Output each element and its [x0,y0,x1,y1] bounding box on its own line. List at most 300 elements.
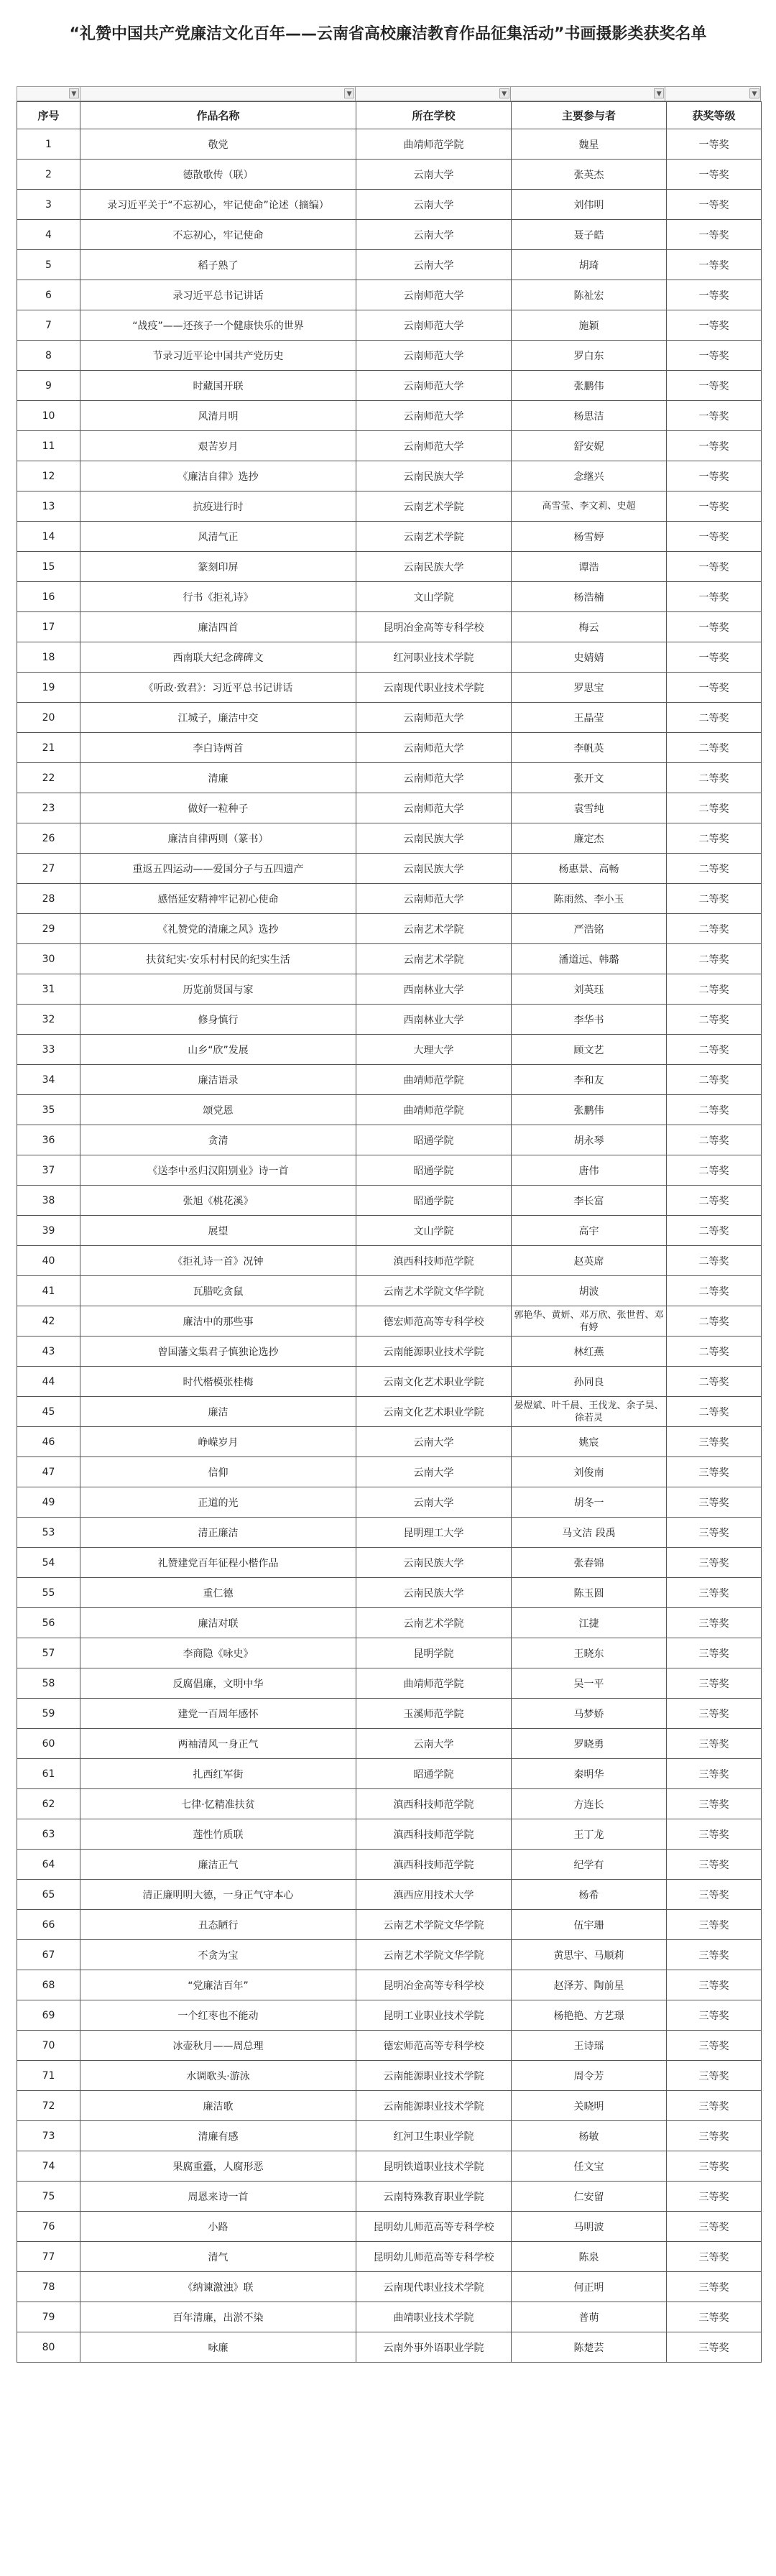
cell-award[interactable]: 三等奖 [667,1880,762,1910]
cell-title[interactable]: 不贪为宝 [80,1940,356,1970]
cell-school[interactable]: 云南师范大学 [356,310,512,341]
cell-title[interactable]: 曾国藩文集君子慎独论选抄 [80,1337,356,1367]
cell-participant[interactable]: 杨敏 [512,2121,667,2151]
cell-index[interactable]: 11 [17,431,80,461]
cell-participant[interactable]: 王诗瑶 [512,2031,667,2061]
cell-participant[interactable]: 仁安留 [512,2182,667,2212]
cell-title[interactable]: 廉洁 [80,1397,356,1427]
cell-participant[interactable]: 郭艳华、黄妍、邓万欣、张世哲、邓有婷 [512,1306,667,1337]
cell-award[interactable]: 三等奖 [667,1427,762,1457]
cell-title[interactable]: 时藏国开联 [80,371,356,401]
cell-school[interactable]: 云南能源职业技术学院 [356,2061,512,2091]
cell-award[interactable]: 二等奖 [667,1276,762,1306]
cell-award[interactable]: 一等奖 [667,673,762,703]
cell-title[interactable]: 篆刻印屏 [80,552,356,582]
cell-index[interactable]: 34 [17,1065,80,1095]
cell-school[interactable]: 昭通学院 [356,1186,512,1216]
cell-participant[interactable]: 罗思宝 [512,673,667,703]
cell-index[interactable]: 20 [17,703,80,733]
cell-award[interactable]: 三等奖 [667,2121,762,2151]
cell-title[interactable]: 重仁德 [80,1578,356,1608]
cell-school[interactable]: 滇西科技师范学院 [356,1246,512,1276]
cell-award[interactable]: 三等奖 [667,2242,762,2272]
cell-title[interactable]: 水调歌头·游泳 [80,2061,356,2091]
cell-award[interactable]: 一等奖 [667,220,762,250]
cell-award[interactable]: 一等奖 [667,612,762,642]
cell-participant[interactable]: 秦明华 [512,1759,667,1789]
cell-title[interactable]: 感悟延安精神牢记初心使命 [80,884,356,914]
cell-participant[interactable]: 胡琦 [512,250,667,280]
cell-title[interactable]: 历览前贤国与家 [80,974,356,1005]
cell-participant[interactable]: 唐伟 [512,1155,667,1186]
cell-participant[interactable]: 刘俊南 [512,1457,667,1487]
cell-index[interactable]: 18 [17,642,80,673]
cell-school[interactable]: 云南师范大学 [356,401,512,431]
cell-index[interactable]: 59 [17,1699,80,1729]
cell-school[interactable]: 云南艺术学院 [356,914,512,944]
cell-participant[interactable]: 纪学有 [512,1850,667,1880]
column-header-award[interactable]: 获奖等级 [667,102,762,129]
cell-award[interactable]: 三等奖 [667,1487,762,1518]
cell-school[interactable]: 昆明幼儿师范高等专科学校 [356,2212,512,2242]
cell-participant[interactable]: 胡冬一 [512,1487,667,1518]
cell-participant[interactable]: 马文洁 段禹 [512,1518,667,1548]
cell-index[interactable]: 22 [17,763,80,793]
cell-title[interactable]: 稻子熟了 [80,250,356,280]
filter-dropdown-icon[interactable]: ▼ [654,88,664,98]
cell-school[interactable]: 德宏师范高等专科学校 [356,1306,512,1337]
cell-participant[interactable]: 陈楚芸 [512,2332,667,2363]
cell-participant[interactable]: 刘英珏 [512,974,667,1005]
cell-school[interactable]: 云南现代职业技术学院 [356,673,512,703]
cell-index[interactable]: 9 [17,371,80,401]
cell-index[interactable]: 67 [17,1940,80,1970]
cell-award[interactable]: 二等奖 [667,1125,762,1155]
cell-index[interactable]: 70 [17,2031,80,2061]
cell-title[interactable]: 清正廉明明大德，一身正气守本心 [80,1880,356,1910]
cell-title[interactable]: 贪清 [80,1125,356,1155]
cell-participant[interactable]: 关晓明 [512,2091,667,2121]
cell-title[interactable]: 敬党 [80,129,356,160]
cell-title[interactable]: 清气 [80,2242,356,2272]
cell-school[interactable]: 昆明学院 [356,1638,512,1668]
cell-title[interactable]: 《廉洁自律》选抄 [80,461,356,491]
cell-school[interactable]: 曲靖师范学院 [356,129,512,160]
cell-index[interactable]: 44 [17,1367,80,1397]
cell-index[interactable]: 4 [17,220,80,250]
cell-award[interactable]: 三等奖 [667,2031,762,2061]
cell-index[interactable]: 63 [17,1819,80,1850]
cell-school[interactable]: 昆明铁道职业技术学院 [356,2151,512,2182]
cell-award[interactable]: 二等奖 [667,1005,762,1035]
cell-award[interactable]: 三等奖 [667,1759,762,1789]
cell-school[interactable]: 云南师范大学 [356,280,512,310]
cell-index[interactable]: 27 [17,854,80,884]
cell-title[interactable]: 小路 [80,2212,356,2242]
cell-award[interactable]: 一等奖 [667,341,762,371]
cell-award[interactable]: 二等奖 [667,793,762,823]
cell-title[interactable]: 峥嵘岁月 [80,1427,356,1457]
cell-award[interactable]: 三等奖 [667,2000,762,2031]
cell-index[interactable]: 75 [17,2182,80,2212]
cell-award[interactable]: 二等奖 [667,1337,762,1367]
cell-participant[interactable]: 高雪莹、李文莉、史超 [512,491,667,522]
cell-school[interactable]: 昭通学院 [356,1125,512,1155]
cell-school[interactable]: 云南大学 [356,190,512,220]
cell-index[interactable]: 26 [17,823,80,854]
cell-school[interactable]: 云南师范大学 [356,793,512,823]
cell-index[interactable]: 55 [17,1578,80,1608]
cell-participant[interactable]: 潘道远、韩璐 [512,944,667,974]
cell-award[interactable]: 二等奖 [667,1035,762,1065]
cell-school[interactable]: 云南民族大学 [356,461,512,491]
cell-title[interactable]: 《礼赞党的清廉之风》选抄 [80,914,356,944]
cell-index[interactable]: 28 [17,884,80,914]
cell-index[interactable]: 65 [17,1880,80,1910]
cell-title[interactable]: 李白诗两首 [80,733,356,763]
cell-participant[interactable]: 胡波 [512,1276,667,1306]
cell-participant[interactable]: 马明波 [512,2212,667,2242]
cell-title[interactable]: “党廉洁百年” [80,1970,356,2000]
cell-award[interactable]: 一等奖 [667,160,762,190]
cell-index[interactable]: 32 [17,1005,80,1035]
cell-award[interactable]: 二等奖 [667,1397,762,1427]
cell-school[interactable]: 云南文化艺术职业学院 [356,1397,512,1427]
cell-title[interactable]: 录习近平关于“不忘初心，牢记使命”论述（摘编） [80,190,356,220]
cell-award[interactable]: 一等奖 [667,522,762,552]
cell-title[interactable]: 《纳谏激浊》联 [80,2272,356,2302]
cell-award[interactable]: 三等奖 [667,2272,762,2302]
cell-award[interactable]: 一等奖 [667,280,762,310]
cell-school[interactable]: 云南特殊教育职业学院 [356,2182,512,2212]
cell-index[interactable]: 2 [17,160,80,190]
cell-title[interactable]: 做好一粒种子 [80,793,356,823]
cell-award[interactable]: 三等奖 [667,2212,762,2242]
cell-school[interactable]: 云南大学 [356,1457,512,1487]
cell-participant[interactable]: 罗晓勇 [512,1729,667,1759]
cell-award[interactable]: 二等奖 [667,1186,762,1216]
cell-participant[interactable]: 严浩铭 [512,914,667,944]
cell-title[interactable]: 风清气正 [80,522,356,552]
cell-school[interactable]: 云南大学 [356,160,512,190]
cell-award[interactable]: 三等奖 [667,1819,762,1850]
cell-title[interactable]: 展望 [80,1216,356,1246]
cell-index[interactable]: 61 [17,1759,80,1789]
cell-participant[interactable]: 魏星 [512,129,667,160]
cell-title[interactable]: 修身慎行 [80,1005,356,1035]
cell-school[interactable]: 滇西科技师范学院 [356,1789,512,1819]
filter-dropdown-icon[interactable]: ▼ [749,88,759,98]
filter-dropdown-icon[interactable]: ▼ [499,88,509,98]
cell-award[interactable]: 二等奖 [667,1306,762,1337]
cell-index[interactable]: 23 [17,793,80,823]
cell-school[interactable]: 云南师范大学 [356,763,512,793]
cell-school[interactable]: 云南艺术学院 [356,1608,512,1638]
cell-school[interactable]: 云南能源职业技术学院 [356,1337,512,1367]
cell-award[interactable]: 三等奖 [667,1970,762,2000]
cell-participant[interactable]: 张开文 [512,763,667,793]
cell-award[interactable]: 三等奖 [667,2151,762,2182]
cell-participant[interactable]: 胡永琴 [512,1125,667,1155]
cell-participant[interactable]: 聂子皓 [512,220,667,250]
cell-school[interactable]: 云南师范大学 [356,371,512,401]
column-header-school[interactable]: 所在学校 [356,102,512,129]
cell-title[interactable]: 反腐倡廉，文明中华 [80,1668,356,1699]
cell-title[interactable]: 冰壶秋月——周总理 [80,2031,356,2061]
cell-title[interactable]: 不忘初心，牢记使命 [80,220,356,250]
cell-participant[interactable]: 吴一平 [512,1668,667,1699]
cell-school[interactable]: 云南大学 [356,250,512,280]
cell-index[interactable]: 37 [17,1155,80,1186]
cell-index[interactable]: 41 [17,1276,80,1306]
cell-index[interactable]: 58 [17,1668,80,1699]
cell-participant[interactable]: 廉定杰 [512,823,667,854]
cell-index[interactable]: 43 [17,1337,80,1367]
cell-index[interactable]: 17 [17,612,80,642]
cell-title[interactable]: 录习近平总书记讲话 [80,280,356,310]
cell-index[interactable]: 5 [17,250,80,280]
cell-title[interactable]: 周恩来诗一首 [80,2182,356,2212]
cell-school[interactable]: 云南艺术学院文华学院 [356,1910,512,1940]
cell-participant[interactable]: 杨惠景、高畅 [512,854,667,884]
cell-participant[interactable]: 林红燕 [512,1337,667,1367]
cell-award[interactable]: 三等奖 [667,2182,762,2212]
column-header-index[interactable]: 序号 [17,102,80,129]
cell-participant[interactable]: 何正明 [512,2272,667,2302]
cell-award[interactable]: 三等奖 [667,1699,762,1729]
cell-award[interactable]: 一等奖 [667,491,762,522]
cell-title[interactable]: 廉洁正气 [80,1850,356,1880]
cell-index[interactable]: 40 [17,1246,80,1276]
cell-school[interactable]: 云南师范大学 [356,431,512,461]
cell-school[interactable]: 昭通学院 [356,1155,512,1186]
cell-title[interactable]: 张旭《桃花溪》 [80,1186,356,1216]
cell-award[interactable]: 三等奖 [667,1457,762,1487]
cell-index[interactable]: 38 [17,1186,80,1216]
cell-participant[interactable]: 罗白东 [512,341,667,371]
cell-title[interactable]: 扎西红军街 [80,1759,356,1789]
cell-title[interactable]: 清正廉洁 [80,1518,356,1548]
cell-title[interactable]: 时代楷模张桂梅 [80,1367,356,1397]
cell-school[interactable]: 云南民族大学 [356,823,512,854]
cell-school[interactable]: 滇西应用技术大学 [356,1880,512,1910]
cell-school[interactable]: 曲靖师范学院 [356,1095,512,1125]
cell-title[interactable]: 重返五四运动——爱国分子与五四遗产 [80,854,356,884]
cell-participant[interactable]: 施颖 [512,310,667,341]
cell-participant[interactable]: 高宇 [512,1216,667,1246]
cell-index[interactable]: 10 [17,401,80,431]
cell-award[interactable]: 三等奖 [667,1638,762,1668]
cell-participant[interactable]: 陈祉宏 [512,280,667,310]
cell-award[interactable]: 一等奖 [667,552,762,582]
cell-participant[interactable]: 张鹏伟 [512,1095,667,1125]
cell-school[interactable]: 云南艺术学院文华学院 [356,1940,512,1970]
cell-title[interactable]: 果腐重蠹，人腐形恶 [80,2151,356,2182]
cell-award[interactable]: 二等奖 [667,884,762,914]
cell-index[interactable]: 16 [17,582,80,612]
cell-participant[interactable]: 张春锦 [512,1548,667,1578]
cell-award[interactable]: 三等奖 [667,2091,762,2121]
cell-index[interactable]: 71 [17,2061,80,2091]
cell-award[interactable]: 二等奖 [667,1246,762,1276]
cell-title[interactable]: 《听政·致君》：习近平总书记讲话 [80,673,356,703]
cell-index[interactable]: 72 [17,2091,80,2121]
cell-participant[interactable]: 顾文艺 [512,1035,667,1065]
cell-award[interactable]: 一等奖 [667,582,762,612]
cell-school[interactable]: 曲靖职业技术学院 [356,2302,512,2332]
cell-participant[interactable]: 李帆英 [512,733,667,763]
cell-participant[interactable]: 马梦娇 [512,1699,667,1729]
cell-school[interactable]: 玉溪师范学院 [356,1699,512,1729]
cell-school[interactable]: 德宏师范高等专科学校 [356,2031,512,2061]
cell-award[interactable]: 一等奖 [667,129,762,160]
cell-school[interactable]: 昆明冶金高等专科学校 [356,1970,512,2000]
cell-index[interactable]: 13 [17,491,80,522]
column-header-participant[interactable]: 主要参与者 [512,102,667,129]
cell-participant[interactable]: 晏煜斌、叶千晨、王伐龙、余子昊、徐若灵 [512,1397,667,1427]
cell-school[interactable]: 昆明工业职业技术学院 [356,2000,512,2031]
cell-title[interactable]: 信仰 [80,1457,356,1487]
cell-title[interactable]: 咏廉 [80,2332,356,2363]
cell-title[interactable]: 丑态陋行 [80,1910,356,1940]
cell-title[interactable]: 廉洁语录 [80,1065,356,1095]
cell-award[interactable]: 一等奖 [667,431,762,461]
cell-index[interactable]: 79 [17,2302,80,2332]
cell-award[interactable]: 三等奖 [667,1850,762,1880]
cell-school[interactable]: 云南艺术学院 [356,491,512,522]
cell-participant[interactable]: 赵英席 [512,1246,667,1276]
cell-title[interactable]: 行书《拒礼诗》 [80,582,356,612]
cell-award[interactable]: 三等奖 [667,1548,762,1578]
cell-title[interactable]: 德散歌传（联） [80,160,356,190]
cell-school[interactable]: 云南能源职业技术学院 [356,2091,512,2121]
cell-title[interactable]: 七律·忆精准扶贫 [80,1789,356,1819]
cell-index[interactable]: 53 [17,1518,80,1548]
cell-participant[interactable]: 杨思洁 [512,401,667,431]
cell-school[interactable]: 云南民族大学 [356,552,512,582]
cell-participant[interactable]: 普萌 [512,2302,667,2332]
cell-title[interactable]: 廉洁自律两则（篆书） [80,823,356,854]
cell-school[interactable]: 大理大学 [356,1035,512,1065]
cell-title[interactable]: 李商隐《咏史》 [80,1638,356,1668]
cell-award[interactable]: 二等奖 [667,974,762,1005]
cell-participant[interactable]: 方连长 [512,1789,667,1819]
cell-index[interactable]: 6 [17,280,80,310]
cell-title[interactable]: 清廉 [80,763,356,793]
cell-participant[interactable]: 姚宸 [512,1427,667,1457]
cell-title[interactable]: 江城子，廉洁中交 [80,703,356,733]
cell-award[interactable]: 三等奖 [667,2061,762,2091]
cell-index[interactable]: 68 [17,1970,80,2000]
cell-school[interactable]: 云南师范大学 [356,884,512,914]
cell-index[interactable]: 7 [17,310,80,341]
cell-award[interactable]: 二等奖 [667,763,762,793]
cell-school[interactable]: 云南师范大学 [356,341,512,371]
cell-index[interactable]: 66 [17,1910,80,1940]
filter-dropdown-icon[interactable]: ▼ [69,88,79,98]
cell-school[interactable]: 曲靖师范学院 [356,1668,512,1699]
cell-award[interactable]: 二等奖 [667,1155,762,1186]
cell-school[interactable]: 昆明冶金高等专科学校 [356,612,512,642]
cell-school[interactable]: 云南现代职业技术学院 [356,2272,512,2302]
cell-participant[interactable]: 江捷 [512,1608,667,1638]
cell-title[interactable]: 《送李中丞归汉阳别业》诗一首 [80,1155,356,1186]
cell-award[interactable]: 二等奖 [667,823,762,854]
cell-school[interactable]: 云南大学 [356,220,512,250]
filter-dropdown-icon[interactable]: ▼ [344,88,354,98]
cell-participant[interactable]: 杨浩楠 [512,582,667,612]
cell-participant[interactable]: 念继兴 [512,461,667,491]
cell-school[interactable]: 滇西科技师范学院 [356,1819,512,1850]
cell-index[interactable]: 80 [17,2332,80,2363]
cell-participant[interactable]: 杨希 [512,1880,667,1910]
cell-participant[interactable]: 杨雪婷 [512,522,667,552]
cell-index[interactable]: 64 [17,1850,80,1880]
cell-index[interactable]: 46 [17,1427,80,1457]
cell-participant[interactable]: 梅云 [512,612,667,642]
cell-participant[interactable]: 李和友 [512,1065,667,1095]
cell-title[interactable]: 莲性竹质联 [80,1819,356,1850]
cell-school[interactable]: 云南艺术学院 [356,944,512,974]
cell-title[interactable]: 风清月明 [80,401,356,431]
cell-index[interactable]: 31 [17,974,80,1005]
cell-award[interactable]: 一等奖 [667,401,762,431]
cell-index[interactable]: 57 [17,1638,80,1668]
cell-participant[interactable]: 王丁龙 [512,1819,667,1850]
cell-index[interactable]: 8 [17,341,80,371]
cell-title[interactable]: 两袖清风一身正气 [80,1729,356,1759]
cell-index[interactable]: 30 [17,944,80,974]
cell-index[interactable]: 73 [17,2121,80,2151]
cell-index[interactable]: 19 [17,673,80,703]
cell-participant[interactable]: 袁雪纯 [512,793,667,823]
cell-school[interactable]: 云南师范大学 [356,703,512,733]
cell-index[interactable]: 78 [17,2272,80,2302]
cell-school[interactable]: 云南大学 [356,1729,512,1759]
cell-index[interactable]: 77 [17,2242,80,2272]
cell-title[interactable]: 建党一百周年感怀 [80,1699,356,1729]
cell-index[interactable]: 35 [17,1095,80,1125]
cell-title[interactable]: 一个红枣也不能动 [80,2000,356,2031]
cell-award[interactable]: 二等奖 [667,854,762,884]
cell-award[interactable]: 二等奖 [667,944,762,974]
column-header-title[interactable]: 作品名称 [80,102,356,129]
cell-school[interactable]: 云南大学 [356,1487,512,1518]
cell-participant[interactable]: 孙同良 [512,1367,667,1397]
cell-index[interactable]: 12 [17,461,80,491]
cell-participant[interactable]: 王晓东 [512,1638,667,1668]
cell-award[interactable]: 一等奖 [667,310,762,341]
cell-award[interactable]: 一等奖 [667,371,762,401]
cell-title[interactable]: 百年清廉，出淤不染 [80,2302,356,2332]
cell-title[interactable]: 《拒礼诗一首》况钟 [80,1246,356,1276]
cell-participant[interactable]: 周令芳 [512,2061,667,2091]
cell-award[interactable]: 三等奖 [667,1668,762,1699]
cell-school[interactable]: 西南林业大学 [356,974,512,1005]
cell-school[interactable]: 文山学院 [356,582,512,612]
cell-title[interactable]: 节录习近平论中国共产党历史 [80,341,356,371]
cell-school[interactable]: 云南文化艺术职业学院 [356,1367,512,1397]
cell-index[interactable]: 1 [17,129,80,160]
cell-participant[interactable]: 任文宝 [512,2151,667,2182]
cell-award[interactable]: 三等奖 [667,2302,762,2332]
cell-title[interactable]: 颂党恩 [80,1095,356,1125]
cell-participant[interactable]: 黄思宇、马顺莉 [512,1940,667,1970]
cell-school[interactable]: 云南艺术学院 [356,522,512,552]
cell-school[interactable]: 云南民族大学 [356,1548,512,1578]
cell-index[interactable]: 14 [17,522,80,552]
cell-participant[interactable]: 陈泉 [512,2242,667,2272]
